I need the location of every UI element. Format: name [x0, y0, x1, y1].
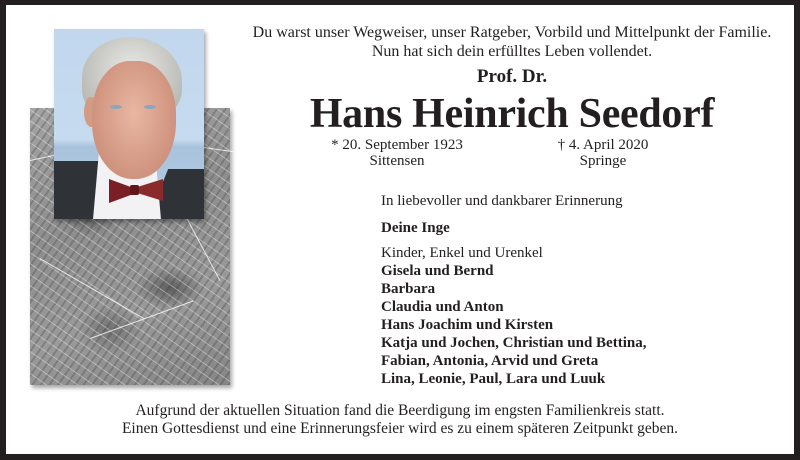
birth-place: Sittensen [369, 153, 425, 169]
deceased-name: Hans Heinrich Seedorf [309, 91, 715, 137]
family-name: Hans Joachim und Kirsten [381, 317, 554, 333]
family-name: Lina, Leonie, Paul, Lara und Luuk [381, 371, 606, 387]
map-road [90, 300, 194, 339]
footer-note [6, 402, 794, 438]
motto-line: Nun hat sich dein erfülltes Leben vollendet. [371, 43, 653, 60]
death-info [523, 137, 683, 169]
family-name: Gisela und Bernd [381, 263, 494, 279]
memory-line: In liebevoller und dankbarer Erinnerung [381, 193, 623, 209]
portrait-photo [54, 29, 204, 219]
family-name: Barbara [381, 281, 436, 297]
map-road [40, 258, 144, 319]
footer-line: Aufgrund der aktuellen Situation fand die Beerdigung im engsten Familienkreis statt. [135, 402, 665, 419]
spouse-name: Deine Inge [381, 220, 450, 236]
family-name: Katja und Jochen, Christian und Bettina, [381, 335, 647, 351]
birth-date: * 20. September 1923 [331, 137, 463, 153]
obituary-notice [6, 5, 794, 454]
death-place: Springe [579, 153, 627, 169]
motto-line: Du warst unser Wegweiser, unser Ratgeber, Vorbild und Mittelpunkt der Familie. [252, 24, 772, 41]
birth-info [317, 137, 477, 169]
family-intro: Kinder, Enkel und Urenkel [381, 245, 543, 261]
mourners-list [381, 192, 646, 388]
family-name: Claudia und Anton [381, 299, 504, 315]
death-date: † 4. April 2020 [557, 137, 649, 153]
academic-title: Prof. Dr. [476, 66, 548, 87]
family-name: Fabian, Antonia, Arvid und Greta [381, 353, 599, 369]
footer-line: Einen Gottesdienst und eine Erinnerungsfeier wird es zu einem späteren Zeitpunkt geben. [121, 420, 679, 437]
motto [230, 23, 794, 61]
